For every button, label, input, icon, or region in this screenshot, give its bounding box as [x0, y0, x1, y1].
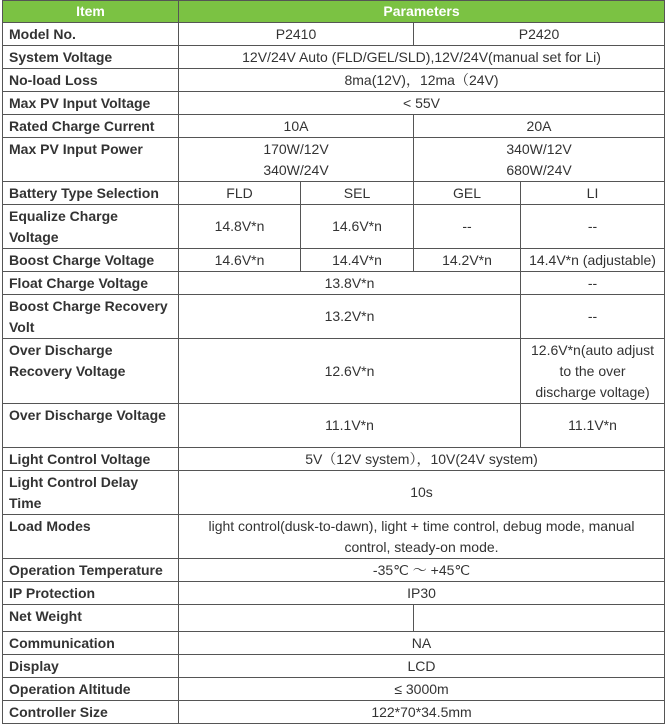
row-label: Max PV Input Power — [3, 138, 179, 182]
row-boost-charge — [3, 249, 665, 272]
header-row — [3, 1, 665, 23]
row-operation-temperature — [3, 559, 665, 582]
value-cell: 10A — [179, 115, 414, 138]
row-max-pv-voltage — [3, 92, 665, 115]
row-label: Over Discharge Voltage — [3, 404, 179, 448]
row-boost-recovery — [3, 295, 665, 339]
header-item: Item — [3, 1, 179, 23]
value-cell: 14.2V*n — [414, 249, 521, 272]
row-label: Boost Charge Voltage — [3, 249, 179, 272]
row-battery-type — [3, 182, 665, 205]
row-label — [3, 339, 179, 404]
row-load-modes — [3, 515, 665, 559]
row-label: Load Modes — [3, 515, 179, 559]
value-cell: 14.4V*n (adjustable) — [521, 249, 665, 272]
value-cell: GEL — [414, 182, 521, 205]
value-cell: 5V（12V system），10V(24V system) — [179, 448, 665, 471]
row-net-weight — [3, 605, 665, 632]
value-line: 680W/24V — [506, 161, 572, 178]
value-cell: 20A — [414, 115, 665, 138]
value-line: light control(dusk-to-dawn), light + time control, debug mode, manual — [208, 517, 635, 534]
label-line: Boost Charge Recovery — [9, 298, 168, 314]
value-cell — [179, 515, 665, 559]
label-line: Voltage — [9, 229, 59, 245]
row-ip-protection — [3, 582, 665, 605]
value-cell: 12V/24V Auto (FLD/GEL/SLD),12V/24V(manual set for Li) — [179, 46, 665, 69]
row-label: Operation Temperature — [3, 559, 179, 582]
row-label: IP Protection — [3, 582, 179, 605]
row-label — [3, 205, 179, 249]
row-label: Model No. — [3, 23, 179, 46]
row-float-charge — [3, 272, 665, 295]
row-label: Rated Charge Current — [3, 115, 179, 138]
value-cell: P2410 — [179, 23, 414, 46]
value-cell: NA — [179, 632, 665, 655]
row-over-discharge-recovery — [3, 339, 665, 404]
value-cell: 13.8V*n — [179, 272, 521, 295]
value-cell: 11.1V*n — [179, 404, 521, 448]
label-line: Equalize Charge — [9, 208, 118, 224]
row-label: Communication — [3, 632, 179, 655]
row-label: Net Weight — [3, 605, 179, 632]
value-cell: 14.4V*n — [301, 249, 414, 272]
value-cell: 11.1V*n — [521, 404, 665, 448]
value-cell: -- — [414, 205, 521, 249]
row-label: Max PV Input Voltage — [3, 92, 179, 115]
value-line: to the over — [559, 362, 626, 379]
value-cell: ≤ 3000m — [179, 678, 665, 701]
row-controller-size — [3, 701, 665, 724]
value-cell: 8ma(12V)，12ma（24V) — [179, 69, 665, 92]
row-operation-altitude — [3, 678, 665, 701]
label-line: Over Discharge — [9, 342, 113, 358]
row-label: Controller Size — [3, 701, 179, 724]
value-cell: -- — [521, 295, 665, 339]
label-line: Time — [9, 495, 42, 511]
row-label: Battery Type Selection — [3, 182, 179, 205]
label-line: Volt — [9, 319, 35, 335]
row-label: System Voltage — [3, 46, 179, 69]
row-system-voltage — [3, 46, 665, 69]
value-cell: 10s — [179, 471, 665, 515]
value-cell: < 55V — [179, 92, 665, 115]
value-cell: -35℃ ～ +45℃ — [179, 559, 665, 582]
value-cell: IP30 — [179, 582, 665, 605]
row-label — [3, 295, 179, 339]
row-label — [3, 471, 179, 515]
value-line: discharge voltage) — [535, 383, 650, 400]
value-cell: 14.8V*n — [179, 205, 301, 249]
value-cell: LI — [521, 182, 665, 205]
row-label: Operation Altitude — [3, 678, 179, 701]
value-cell: SEL — [301, 182, 414, 205]
value-line: 12.6V*n(auto adjust — [531, 341, 654, 358]
row-equalize — [3, 205, 665, 249]
value-cell — [521, 339, 665, 404]
value-cell: 14.6V*n — [179, 249, 301, 272]
value-cell: -- — [521, 272, 665, 295]
value-line: control, steady-on mode. — [344, 538, 499, 555]
value-cell — [414, 138, 665, 182]
row-label: Light Control Voltage — [3, 448, 179, 471]
value-line: 170W/12V — [263, 140, 329, 157]
value-cell: -- — [521, 205, 665, 249]
value-cell: 13.2V*n — [179, 295, 521, 339]
value-cell: P2420 — [414, 23, 665, 46]
row-max-pv-power — [3, 138, 665, 182]
value-cell: 122*70*34.5mm — [179, 701, 665, 724]
value-cell: FLD — [179, 182, 301, 205]
value-cell — [414, 605, 665, 632]
value-cell — [179, 138, 414, 182]
value-cell: 12.6V*n — [179, 339, 521, 404]
row-over-discharge — [3, 404, 665, 448]
row-light-control — [3, 448, 665, 471]
row-light-delay — [3, 471, 665, 515]
label-line: Light Control Delay — [9, 474, 139, 490]
row-display — [3, 655, 665, 678]
value-cell: LCD — [179, 655, 665, 678]
row-label: Float Charge Voltage — [3, 272, 179, 295]
row-label: Display — [3, 655, 179, 678]
value-line: 340W/12V — [506, 140, 572, 157]
value-cell: 14.6V*n — [301, 205, 414, 249]
label-line: Recovery Voltage — [9, 363, 126, 379]
row-rated-current — [3, 115, 665, 138]
spec-table — [2, 0, 665, 724]
row-noload-loss — [3, 69, 665, 92]
value-cell — [179, 605, 414, 632]
row-label: No-load Loss — [3, 69, 179, 92]
row-model — [3, 23, 665, 46]
row-communication — [3, 632, 665, 655]
value-line: 340W/24V — [263, 161, 329, 178]
header-parameters: Parameters — [179, 1, 665, 23]
